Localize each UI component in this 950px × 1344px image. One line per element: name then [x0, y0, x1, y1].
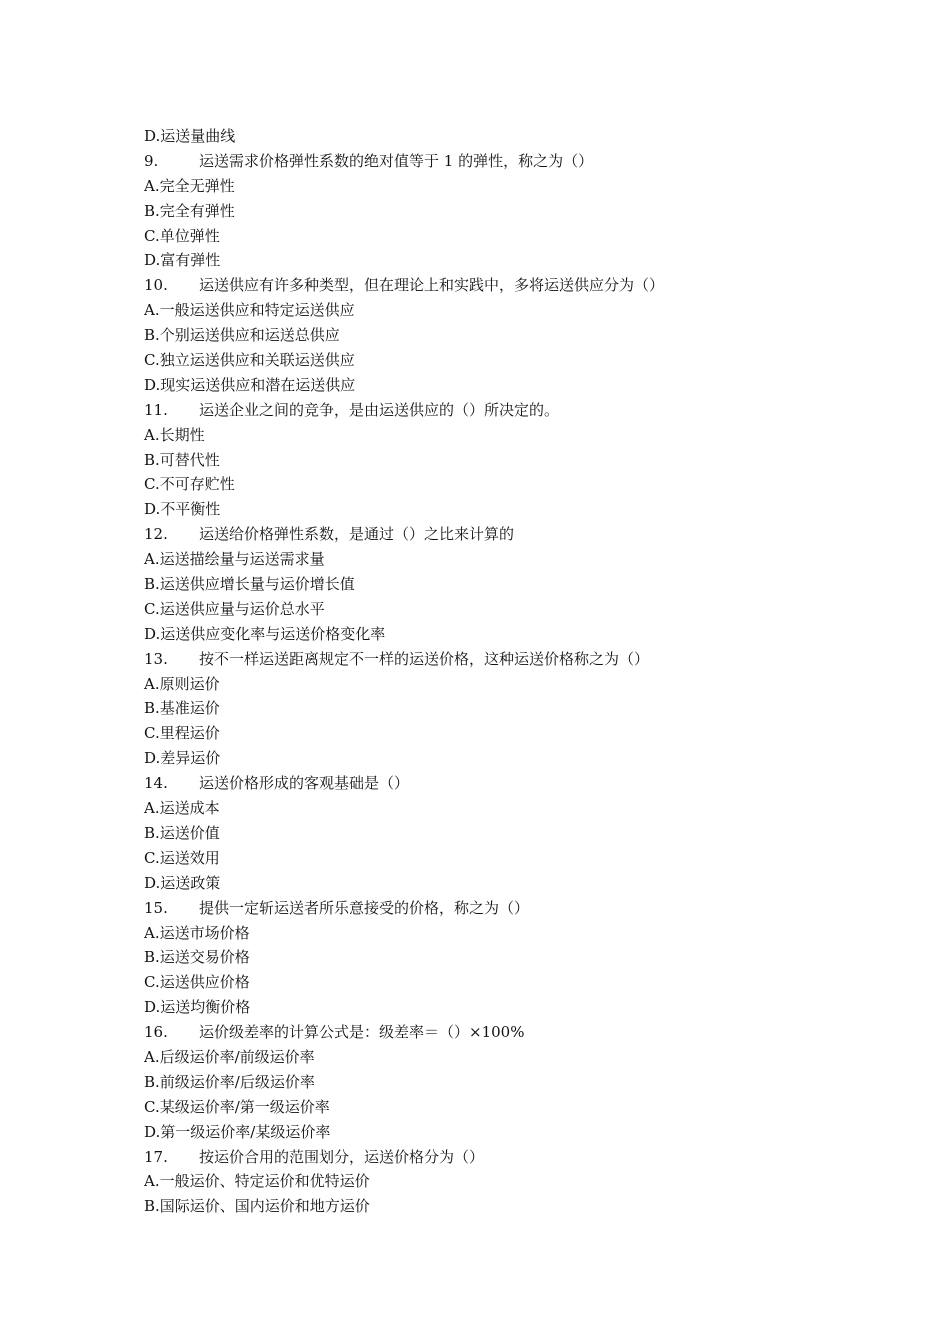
answer-option — [144, 1045, 824, 1070]
answer-option — [144, 995, 824, 1020]
question-text: 运送给价格弹性系数，是通过（）之比来计算的 — [199, 525, 515, 544]
question-line — [144, 273, 824, 298]
option-text: D.第一级运价率/某级运价率 — [144, 1122, 331, 1141]
answer-option — [144, 323, 824, 348]
question-line — [144, 1145, 824, 1170]
question-number: 16. — [144, 1023, 168, 1042]
question-line — [144, 647, 824, 672]
option-text: D.差异运价 — [144, 749, 221, 768]
answer-option — [144, 547, 824, 572]
answer-option — [144, 871, 824, 896]
option-text: C.里程运价 — [144, 724, 220, 743]
option-text: A.运送描绘量与运送需求量 — [144, 550, 325, 569]
option-text: A.一般运价、特定运价和优特运价 — [144, 1172, 370, 1191]
answer-option — [144, 423, 824, 448]
option-text: A.后级运价率/前级运价率 — [144, 1047, 315, 1066]
option-text: A.原则运价 — [144, 674, 220, 693]
option-text: C.独立运送供应和关联运送供应 — [144, 351, 355, 370]
question-text: 运送价格形成的客观基础是（） — [199, 774, 410, 793]
option-text: D.运送量曲线 — [144, 127, 236, 145]
question-number: 15. — [144, 898, 168, 917]
question-number: 12. — [144, 525, 168, 544]
option-text: B.个别运送供应和运送总供应 — [144, 326, 340, 345]
question-number: 17. — [144, 1147, 168, 1166]
option-text: C.运送供应价格 — [144, 973, 250, 992]
answer-option — [144, 921, 824, 946]
answer-option — [144, 672, 824, 697]
option-text: D.不平衡性 — [144, 500, 221, 519]
answer-option — [144, 348, 824, 373]
question-text: 按运价合用的范围划分，运送价格分为（） — [199, 1147, 485, 1166]
option-text: B.运送价值 — [144, 823, 220, 842]
question-line — [144, 771, 824, 796]
answer-option — [144, 1095, 824, 1120]
question-number: 14. — [144, 774, 168, 793]
option-text: A.运送市场价格 — [144, 923, 250, 942]
answer-option — [144, 373, 824, 398]
question-text: 运价级差率的计算公式是：级差率＝（）×100% — [199, 1023, 525, 1042]
question-number: 10. — [144, 276, 168, 295]
question-text: 运送需求价格弹性系数的绝对值等于 1 的弹性，称之为（） — [199, 151, 594, 170]
question-line — [144, 522, 824, 547]
option-text: C.运送效用 — [144, 848, 220, 867]
option-text: B.运送供应增长量与运价增长值 — [144, 575, 355, 594]
answer-option — [144, 174, 824, 199]
question-number: 13. — [144, 649, 168, 668]
answer-option — [144, 1120, 824, 1145]
question-line — [144, 149, 824, 174]
question-text: 运送企业之间的竞争，是由运送供应的（）所决定的。 — [199, 400, 560, 419]
question-line — [144, 1020, 824, 1045]
answer-option — [144, 224, 824, 249]
question-text: 按不一样运送距离规定不一样的运送价格，这种运送价格称之为（） — [199, 649, 650, 668]
option-text: A.长期性 — [144, 425, 205, 444]
answer-option — [144, 746, 824, 771]
answer-option — [144, 970, 824, 995]
answer-option — [144, 124, 824, 149]
question-text: 提供一定斩运送者所乐意接受的价格，称之为（） — [199, 898, 530, 917]
option-text: C.单位弹性 — [144, 226, 220, 245]
answer-option — [144, 248, 824, 273]
answer-option — [144, 497, 824, 522]
option-text: A.运送成本 — [144, 799, 220, 818]
question-text: 运送供应有许多种类型，但在理论上和实践中，多将运送供应分为（） — [199, 276, 665, 295]
option-text: D.现实运送供应和潜在运送供应 — [144, 375, 356, 394]
question-list — [144, 124, 824, 1219]
answer-option — [144, 796, 824, 821]
option-text: B.完全有弹性 — [144, 201, 235, 220]
question-line — [144, 896, 824, 921]
answer-option — [144, 597, 824, 622]
option-text: D.运送供应变化率与运送价格变化率 — [144, 624, 386, 643]
option-text: B.前级运价率/后级运价率 — [144, 1072, 315, 1091]
answer-option — [144, 472, 824, 497]
option-text: A.完全无弹性 — [144, 176, 235, 195]
option-text: D.运送政策 — [144, 873, 221, 892]
answer-option — [144, 821, 824, 846]
answer-option — [144, 721, 824, 746]
answer-option — [144, 1070, 824, 1095]
answer-option — [144, 1194, 824, 1219]
option-text: D.运送均衡价格 — [144, 998, 251, 1017]
option-text: B.国际运价、国内运价和地方运价 — [144, 1197, 370, 1216]
answer-option — [144, 846, 824, 871]
answer-option — [144, 1169, 824, 1194]
option-text: B.运送交易价格 — [144, 948, 250, 967]
option-text: A.一般运送供应和特定运送供应 — [144, 301, 355, 320]
answer-option — [144, 696, 824, 721]
option-text: C.不可存贮性 — [144, 475, 235, 494]
option-text: B.可替代性 — [144, 450, 220, 469]
question-number: 9. — [144, 151, 159, 170]
option-text: D.富有弹性 — [144, 251, 221, 270]
option-text: C.运送供应量与运价总水平 — [144, 599, 325, 618]
option-text: B.基准运价 — [144, 699, 220, 718]
answer-option — [144, 945, 824, 970]
question-number: 11. — [144, 400, 168, 419]
question-line — [144, 398, 824, 423]
answer-option — [144, 448, 824, 473]
answer-option — [144, 199, 824, 224]
answer-option — [144, 622, 824, 647]
answer-option — [144, 572, 824, 597]
option-text: C.某级运价率/第一级运价率 — [144, 1097, 330, 1116]
answer-option — [144, 298, 824, 323]
